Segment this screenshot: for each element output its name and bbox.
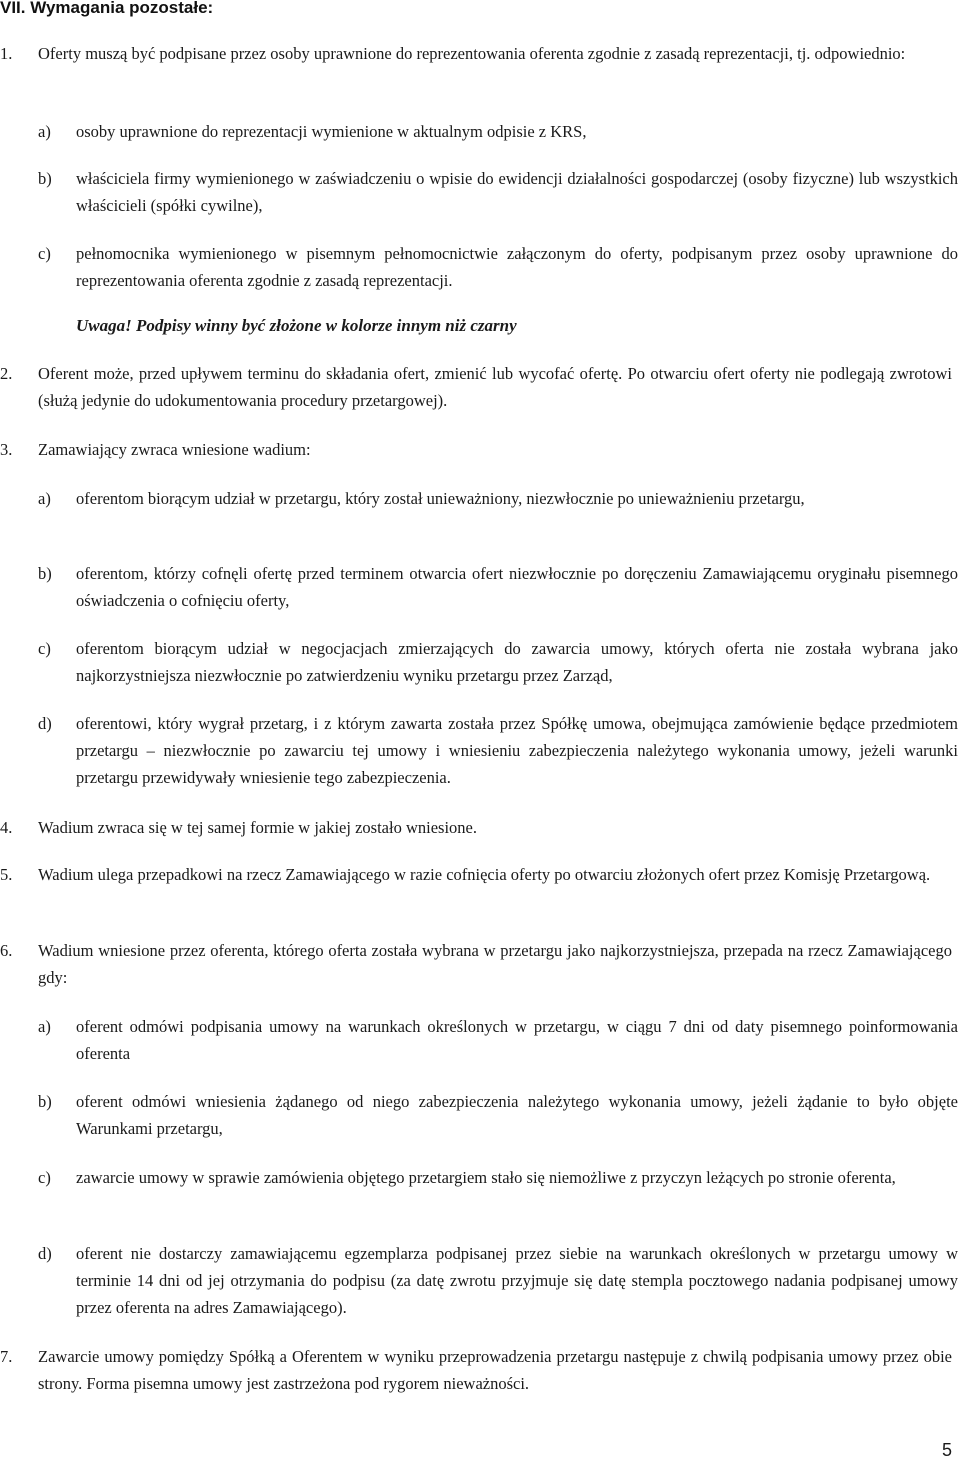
item-1-a xyxy=(38,118,958,145)
item-4 xyxy=(0,814,952,841)
sub-text: oferent nie dostarczy zamawiającemu egzemplarza podpisanej przez siebie na warunkach określonych w przetargu umowy w terminie 14 dni od jej otrzymania do podpisu (za datę zwrotu przyjmuje się datę stempla pocztowego nadania podpisanej umowy przez oferenta na adres Zamawiającego). xyxy=(76,1244,958,1317)
item-1-c xyxy=(38,240,958,294)
sub-label: b) xyxy=(38,564,52,583)
item-3-b xyxy=(38,560,958,614)
sub-label: a) xyxy=(38,1017,51,1036)
item-label: 4. xyxy=(0,818,13,837)
item-text: Zawarcie umowy pomiędzy Spółką a Oferentem w wyniku przeprowadzenia przetargu następuje z chwilą podpisania umowy przez obie strony. Forma pisemna umowy jest zastrzeżona pod rygorem nieważności. xyxy=(38,1347,952,1393)
section-heading: VII. Wymagania pozostałe: xyxy=(0,0,214,17)
item-5 xyxy=(0,861,952,888)
sub-label: a) xyxy=(38,122,51,141)
item-text: Oferty muszą być podpisane przez osoby uprawnione do reprezentowania oferenta zgodnie z zasadą reprezentacji, tj. odpowiednio: xyxy=(38,44,906,63)
item-7 xyxy=(0,1343,952,1397)
item-1-b xyxy=(38,165,958,219)
item-label: 3. xyxy=(0,440,13,459)
item-label: 7. xyxy=(0,1347,13,1366)
item-6-a xyxy=(38,1013,958,1067)
item-label: 5. xyxy=(0,865,13,884)
item-1 xyxy=(0,40,952,67)
item-text: Wadium ulega przepadkowi na rzecz Zamawiającego w razie cofnięcia oferty po otwarciu złożonych ofert przez Komisję Przetargową. xyxy=(38,865,931,884)
item-3 xyxy=(0,436,952,463)
item-text: Zamawiający zwraca wniesione wadium: xyxy=(38,440,311,459)
sub-text: oferentom biorącym udział w przetargu, który został unieważniony, niezwłocznie po unieważnieniu przetargu, xyxy=(76,489,805,508)
item-text: Wadium zwraca się w tej samej formie w jakiej zostało wniesione. xyxy=(38,818,477,837)
signature-warning: Uwaga! Podpisy winny być złożone w kolorze innym niż czarny xyxy=(76,316,517,335)
item-3-c xyxy=(38,635,958,689)
sub-text: oferentom biorącym udział w negocjacjach zmierzających do zawarcia umowy, których oferta nie została wybrana jako najkorzystniejsza niezwłocznie po zatwierdzeniu wyniku przetargu przez Zarząd, xyxy=(76,639,958,685)
sub-label: c) xyxy=(38,639,51,658)
sub-text: oferentowi, który wygrał przetarg, i z którym zawarta została przez Spółkę umowa, obejmująca zamówienie będące przedmiotem przetargu – niezwłocznie po zawarciu tej umowy i wniesieniu zabezpieczenia należytego wykonania umowy, jeżeli warunki przetargu przewidywały wniesienie tego zabezpieczenia. xyxy=(76,714,958,787)
sub-label: b) xyxy=(38,169,52,188)
item-6-b xyxy=(38,1088,958,1142)
sub-text: właściciela firmy wymienionego w zaświadczeniu o wpisie do ewidencji działalności gospodarczej (osoby fizyczne) lub wszystkich właścicieli (spółki cywilne), xyxy=(76,169,958,215)
sub-label: a) xyxy=(38,489,51,508)
sub-text: oferent odmówi wniesienia żądanego od niego zabezpieczenia należytego wykonania umowy, jeżeli żądanie to było objęte Warunkami przetargu, xyxy=(76,1092,958,1138)
item-text: Oferent może, przed upływem terminu do składania ofert, zmienić lub wycofać ofertę. Po otwarciu ofert oferty nie podlegają zwrotowi (służą jedynie do udokumentowania procedury przetargowej). xyxy=(38,364,952,410)
sub-label: c) xyxy=(38,244,51,263)
sub-text: osoby uprawnione do reprezentacji wymienione w aktualnym odpisie z KRS, xyxy=(76,122,587,141)
item-6-c xyxy=(38,1164,958,1191)
sub-label: d) xyxy=(38,714,52,733)
item-3-d xyxy=(38,710,958,791)
sub-text: zawarcie umowy w sprawie zamówienia objętego przetargiem stało się niemożliwe z przyczyn leżących po stronie oferenta, xyxy=(76,1168,896,1187)
item-6 xyxy=(0,937,952,991)
item-label: 6. xyxy=(0,941,13,960)
sub-text: oferent odmówi podpisania umowy na warunkach określonych w przetargu, w ciągu 7 dni od daty pisemnego poinformowania oferenta xyxy=(76,1017,958,1063)
sub-text: oferentom, którzy cofnęli ofertę przed terminem otwarcia ofert niezwłocznie po doręczeniu Zamawiającemu oryginału pisemnego oświadczenia o cofnięciu oferty, xyxy=(76,564,958,610)
sub-label: b) xyxy=(38,1092,52,1111)
sub-text: pełnomocnika wymienionego w pisemnym pełnomocnictwie załączonym do oferty, podpisanym przez osoby uprawnione do reprezentowania oferenta zgodnie z zasadą reprezentacji. xyxy=(76,244,958,290)
item-3-a xyxy=(38,485,958,512)
item-2 xyxy=(0,360,952,414)
page-number: 5 xyxy=(941,1440,952,1460)
item-label: 2. xyxy=(0,364,13,383)
item-6-d xyxy=(38,1240,958,1321)
sub-label: d) xyxy=(38,1244,52,1263)
item-label: 1. xyxy=(0,44,13,63)
item-text: Wadium wniesione przez oferenta, którego oferta została wybrana w przetargu jako najkorzystniejsza, przepada na rzecz Zamawiającego gdy: xyxy=(38,941,952,987)
sub-label: c) xyxy=(38,1168,51,1187)
